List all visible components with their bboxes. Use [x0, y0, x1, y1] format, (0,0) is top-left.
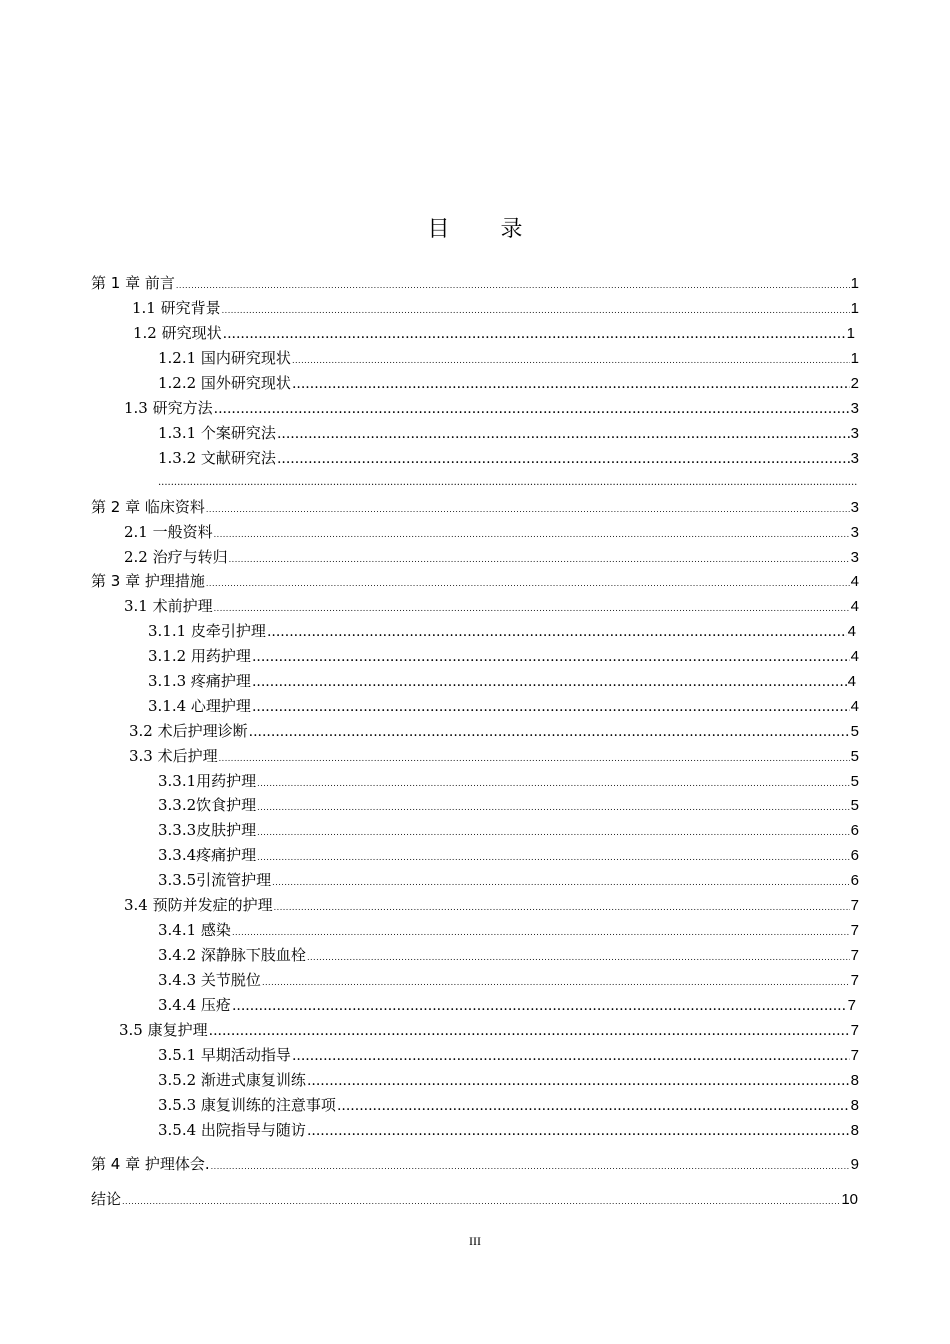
toc-entry-label: 3.4 预防并发症的护理 [124, 896, 273, 914]
toc-leader-dots [223, 323, 846, 345]
toc-entry-page: 5 [850, 797, 859, 814]
toc-entry-3-5-3[interactable] [158, 1094, 859, 1116]
toc-entry-label: 3.1 术前护理 [124, 597, 213, 615]
toc-entry-3-1-2[interactable] [148, 645, 859, 667]
toc-entry-label: 3.1.3 疼痛护理 [148, 672, 251, 690]
toc-leader-dots [214, 398, 850, 420]
toc-entry-label: 2.1 一般资料 [124, 523, 213, 541]
toc-entry-page: 7 [850, 947, 859, 964]
toc-entry-label: 3.3 术后护理 [129, 747, 218, 765]
toc-entry-label: 3.1.4 心理护理 [148, 697, 251, 715]
toc-entry-page: 6 [850, 872, 859, 889]
toc-leader-dots [307, 947, 850, 969]
toc-leader-dots [211, 1156, 850, 1178]
toc-leader-dots [272, 872, 849, 894]
toc-entry-page: 8 [850, 1072, 859, 1089]
toc-entry-label: 第 3 章 护理措施 [91, 572, 205, 590]
toc-entry-page: 1 [850, 350, 859, 367]
toc-entry-3-3-2[interactable] [158, 794, 859, 816]
toc-entry-label: 第 4 章 护理体会. [91, 1155, 210, 1173]
toc-entry-page: 4 [850, 598, 859, 615]
toc-entry-3-1-3[interactable] [148, 670, 856, 692]
toc-entry-3-5-2[interactable] [158, 1069, 859, 1091]
toc-entry-label: 3.1.1 皮牵引护理 [148, 622, 266, 640]
toc-entry-page: 2 [850, 375, 859, 392]
page-number: III [469, 1234, 481, 1248]
toc-entry-label: 3.2 术后护理诊断 [129, 722, 248, 740]
toc-leader-dots [252, 696, 850, 718]
toc-entry-3-3[interactable] [129, 745, 859, 767]
toc-entry-label: 第 1 章 前言 [91, 274, 175, 292]
toc-leader-dots [229, 549, 850, 571]
toc-leader-dots [209, 1020, 850, 1042]
toc-entry-label: 1.3.2 文献研究法 [158, 449, 276, 467]
toc-entry-label: 3.5.1 早期活动指导 [158, 1046, 291, 1064]
toc-entry-page: 8 [850, 1097, 859, 1114]
toc-leader-dots [267, 621, 847, 643]
toc-entry-chapter-3[interactable] [91, 570, 859, 592]
toc-entry-label: 第 2 章 临床资料 [91, 498, 205, 516]
toc-leader-dots [257, 847, 849, 869]
toc-entry-label: 1.3 研究方法 [124, 399, 213, 417]
toc-entry-page: 10 [841, 1191, 858, 1208]
toc-leader-dots [307, 1070, 850, 1092]
toc-entry-label: 1.3.1 个案研究法 [158, 424, 276, 442]
toc-entry-page: 1 [846, 325, 855, 342]
toc-leader-dots [206, 499, 850, 521]
toc-entry-label: 3.3.3皮肤护理 [158, 821, 257, 839]
toc-entry-2-2[interactable] [124, 546, 859, 568]
toc-leader-dots [257, 822, 849, 844]
toc-entry-3-4-2[interactable] [158, 944, 859, 966]
toc-entry-page: 3 [850, 549, 859, 566]
toc-entry-3-2[interactable] [129, 720, 859, 742]
toc-entry-page: 1 [850, 300, 859, 317]
toc-entry-label: 3.5.4 出院指导与随访 [158, 1121, 306, 1139]
toc-leader-dots [292, 1045, 850, 1067]
toc-entry-page: 4 [850, 573, 859, 590]
toc-leader-dots [292, 350, 850, 372]
toc-leader-dots [222, 300, 850, 322]
toc-entry-page: 3 [850, 425, 859, 442]
toc-leader-dots [257, 797, 849, 819]
toc-leader-dots [214, 598, 850, 620]
toc-entry-chapter-4[interactable] [91, 1153, 859, 1175]
toc-entry-label: 3.5.2 渐进式康复训练 [158, 1071, 306, 1089]
page-title: 目 录 [427, 217, 545, 242]
toc-entry-3-4-1[interactable] [158, 919, 859, 941]
toc-entry-chapter-1[interactable] [91, 272, 859, 294]
toc-entry-label: 3.3.1用药护理 [158, 772, 257, 790]
empty-leader-line [158, 476, 858, 490]
toc-entry-page: 4 [850, 648, 859, 665]
toc-entry-label: 3.5.3 康复训练的注意事项 [158, 1096, 336, 1114]
toc-leader-dots [232, 995, 847, 1017]
toc-entry-3-5[interactable] [119, 1019, 859, 1041]
toc-entry-label: 3.1.2 用药护理 [148, 647, 251, 665]
toc-entry-label: 3.5 康复护理 [119, 1021, 208, 1039]
toc-entry-1-2[interactable] [133, 322, 855, 344]
toc-entry-page: 7 [850, 1047, 859, 1064]
toc-entry-page: 7 [850, 972, 859, 989]
toc-leader-dots [292, 373, 850, 395]
toc-leader-dots [252, 671, 847, 693]
toc-entry-3-3-1[interactable] [158, 770, 859, 792]
toc-entry-label: 1.2.2 国外研究现状 [158, 374, 291, 392]
toc-entry-page: 3 [850, 450, 859, 467]
toc-entry-1-2-2[interactable] [158, 372, 859, 394]
toc-entry-3-1-1[interactable] [148, 620, 856, 642]
toc-entry-label: 结论 [91, 1190, 122, 1208]
toc-leader-dots [262, 972, 850, 994]
toc-entry-3-4[interactable] [124, 894, 859, 916]
toc-leader-dots [274, 897, 850, 919]
toc-entry-3-3-4[interactable] [158, 844, 859, 866]
toc-leader-dots [249, 721, 850, 743]
toc-entry-page: 7 [847, 997, 856, 1014]
toc-entry-page: 3 [850, 499, 859, 516]
toc-entry-page: 7 [850, 897, 859, 914]
toc-leader-dots [257, 773, 849, 795]
toc-entry-label: 1.2 研究现状 [133, 324, 222, 342]
toc-entry-3-4-3[interactable] [158, 969, 859, 991]
toc-entry-3-1-4[interactable] [148, 695, 859, 717]
toc-entry-page: 4 [847, 673, 856, 690]
toc-leader-dots [219, 748, 850, 770]
toc-entry-label: 3.3.5引流管护理 [158, 871, 272, 889]
toc-entry-page: 7 [850, 1022, 859, 1039]
toc-leader-dots [307, 1120, 850, 1142]
toc-entry-page: 9 [850, 1156, 859, 1173]
toc-leader-dots [122, 1191, 840, 1213]
toc-entry-page: 5 [850, 723, 859, 740]
toc-entry-3-3-5[interactable] [158, 869, 859, 891]
toc-entry-page: 3 [850, 400, 859, 417]
toc-leader-dots [232, 922, 850, 944]
toc-leader-dots [337, 1095, 850, 1117]
toc-entry-label: 3.3.4疼痛护理 [158, 846, 257, 864]
toc-entry-1-3[interactable] [124, 397, 859, 419]
toc-entry-conclusion[interactable] [91, 1188, 858, 1210]
toc-entry-1-1[interactable] [132, 297, 859, 319]
toc-entry-page: 4 [850, 698, 859, 715]
toc-leader-dots [277, 423, 850, 445]
toc-entry-3-5-4[interactable] [158, 1119, 859, 1141]
toc-entry-label: 1.1 研究背景 [132, 299, 221, 317]
toc-entry-page: 5 [850, 773, 859, 790]
toc-leader-dots [214, 524, 850, 546]
toc-entry-label: 3.4.1 感染 [158, 921, 231, 939]
toc-entry-3-4-4[interactable] [158, 994, 856, 1016]
toc-leader-dots [252, 646, 850, 668]
toc-entry-3-3-3[interactable] [158, 819, 859, 841]
toc-entry-label: 3.4.3 关节脱位 [158, 971, 261, 989]
toc-entry-page: 6 [850, 822, 859, 839]
toc-entry-label: 3.4.2 深静脉下肢血栓 [158, 946, 306, 964]
toc-entry-page: 6 [850, 847, 859, 864]
toc-entry-page: 4 [847, 623, 856, 640]
toc-entry-label: 3.4.4 压疮 [158, 996, 231, 1014]
toc-entry-page: 1 [850, 275, 859, 292]
toc-entry-page: 3 [850, 524, 859, 541]
toc-entry-2-1[interactable] [124, 521, 859, 543]
toc-entry-label: 2.2 治疗与转归 [124, 548, 228, 566]
toc-entry-chapter-2[interactable] [91, 496, 859, 518]
toc-entry-1-3-1[interactable] [158, 422, 859, 444]
toc-entry-label: 3.3.2饮食护理 [158, 796, 257, 814]
toc-leader-dots [176, 275, 850, 297]
toc-entry-page: 5 [850, 748, 859, 765]
toc-entry-3-5-1[interactable] [158, 1044, 859, 1066]
toc-entry-page: 8 [850, 1122, 859, 1139]
toc-entry-1-2-1[interactable] [158, 347, 859, 369]
toc-leader-dots [277, 448, 850, 470]
toc-leader-dots [206, 573, 850, 595]
toc-entry-page: 7 [850, 922, 859, 939]
toc-entry-label: 1.2.1 国内研究现状 [158, 349, 291, 367]
toc-entry-3-1[interactable] [124, 595, 859, 617]
toc-entry-1-3-2[interactable] [158, 447, 859, 469]
